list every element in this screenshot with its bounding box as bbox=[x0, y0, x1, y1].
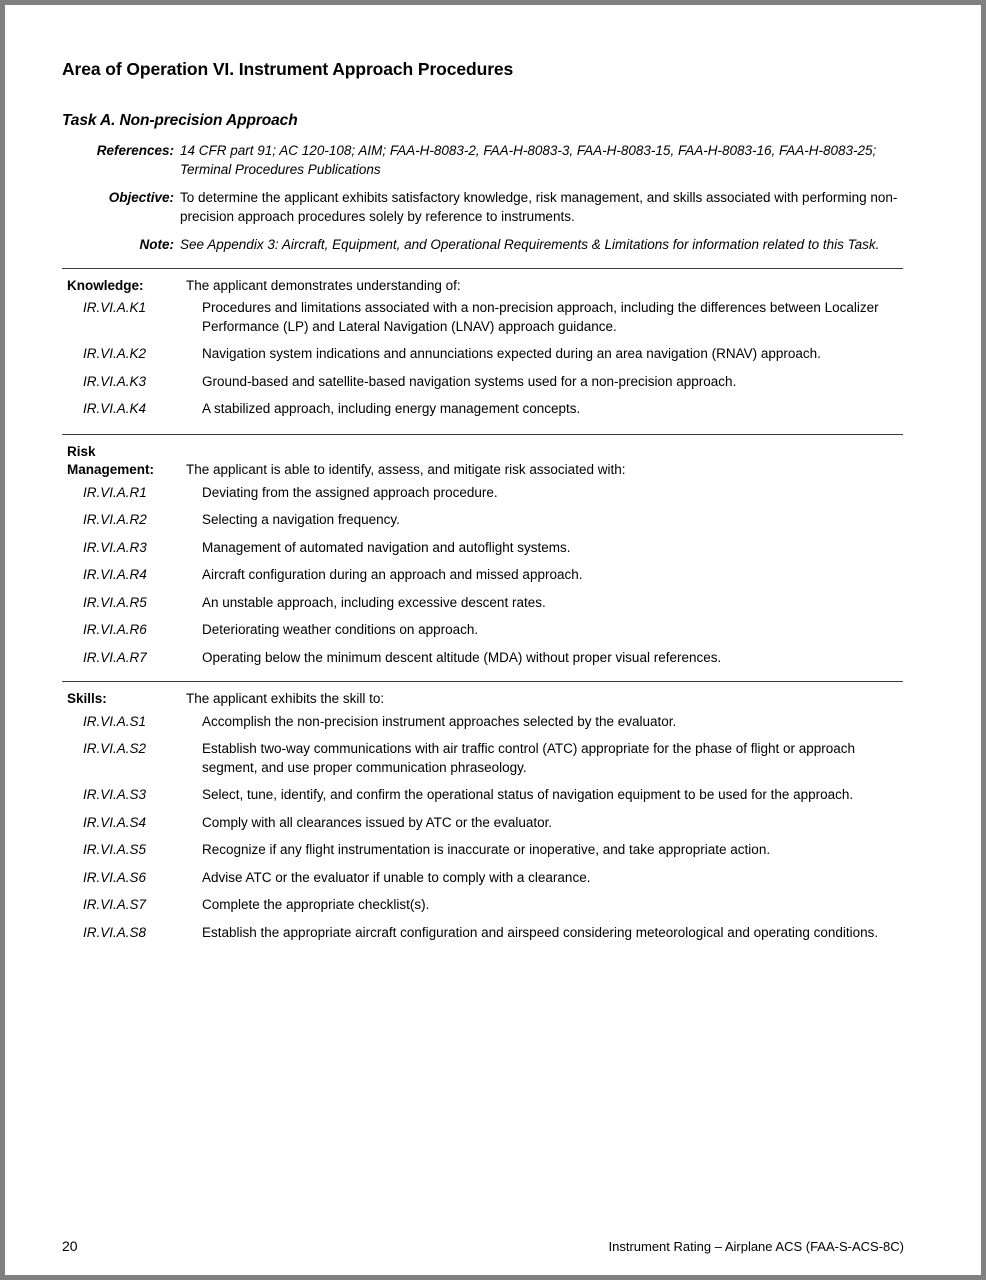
knowledge-header bbox=[62, 277, 905, 296]
note-label: Note: bbox=[139, 237, 174, 252]
risk-management-label-stack bbox=[62, 443, 186, 480]
footer-page-number: 20 bbox=[62, 1238, 78, 1254]
acs-item-row bbox=[62, 539, 905, 558]
acs-item-code: IR.VI.A.S4 bbox=[83, 814, 147, 830]
acs-item-text: Navigation system indications and annunciations expected during an area navigation (RNAV) approach. bbox=[202, 346, 821, 361]
acs-item-text: Selecting a navigation frequency. bbox=[202, 512, 400, 527]
acs-item-row bbox=[62, 896, 905, 915]
acs-item-row bbox=[62, 400, 905, 419]
acs-item-row bbox=[62, 814, 905, 833]
document-page bbox=[5, 5, 981, 1275]
acs-item-row bbox=[62, 373, 905, 392]
acs-item-code: IR.VI.A.R5 bbox=[83, 594, 147, 610]
acs-item-code: IR.VI.A.R3 bbox=[83, 539, 147, 555]
acs-item-row bbox=[62, 713, 905, 732]
objective-row bbox=[62, 189, 905, 226]
risk-management-intro: The applicant is able to identify, assess, and mitigate risk associated with: bbox=[186, 462, 626, 477]
acs-item-text: Deviating from the assigned approach procedure. bbox=[202, 484, 498, 500]
acs-item-code: IR.VI.A.S7 bbox=[83, 897, 147, 912]
page-footer bbox=[62, 1238, 905, 1254]
acs-item-code: IR.VI.A.R6 bbox=[83, 622, 147, 637]
task-title: Task A. Non-precision Approach bbox=[62, 112, 298, 129]
acs-item-code: IR.VI.A.R4 bbox=[83, 567, 147, 582]
acs-item-code: IR.VI.A.S2 bbox=[83, 741, 147, 756]
section-divider-skills bbox=[62, 681, 903, 682]
acs-item-text: Ground-based and satellite-based navigation systems used for a non-precision approach. bbox=[202, 373, 737, 389]
acs-item-text: A stabilized approach, including energy management concepts. bbox=[202, 401, 581, 416]
skills-header bbox=[62, 690, 905, 709]
acs-item-row bbox=[62, 786, 905, 805]
acs-item-text: An unstable approach, including excessive descent rates. bbox=[202, 594, 546, 610]
acs-item-text: Deteriorating weather conditions on approach. bbox=[202, 622, 479, 637]
acs-item-text: Recognize if any flight instrumentation is inaccurate or inoperative, and take appropriate action. bbox=[202, 842, 771, 857]
section-divider-risk-management bbox=[62, 434, 903, 435]
objective-value: To determine the applicant exhibits satisfactory knowledge, risk management, and skills associated with performing non-precision approach procedures solely by reference to instruments. bbox=[180, 190, 898, 224]
acs-item-code: IR.VI.A.R7 bbox=[83, 649, 147, 665]
acs-item-text: Establish two-way communications with air traffic control (ATC) appropriate for the phase of flight or approach segment, and use proper communication phraseology. bbox=[202, 741, 856, 775]
acs-item-row bbox=[62, 484, 905, 503]
acs-item-row bbox=[62, 924, 905, 943]
skills-label: Skills: bbox=[67, 691, 107, 706]
objective-label: Objective: bbox=[108, 190, 174, 205]
references-value: 14 CFR part 91; AC 120-108; AIM; FAA-H-8083-2, FAA-H-8083-3, FAA-H-8083-15, FAA-H-8083-16, FAA-H-8083-25; Terminal Procedures Publications bbox=[180, 143, 877, 177]
risk-management-header bbox=[62, 443, 905, 480]
acs-item-text: Establish the appropriate aircraft configuration and airspeed considering meteorological and operating conditions. bbox=[202, 924, 879, 940]
task-meta-block bbox=[62, 142, 905, 255]
acs-item-row bbox=[62, 869, 905, 888]
acs-item-text: Comply with all clearances issued by ATC or the evaluator. bbox=[202, 814, 553, 830]
acs-item-code: IR.VI.A.K2 bbox=[83, 346, 147, 361]
footer-document-name: Instrument Rating – Airplane ACS (FAA-S-ACS-8C) bbox=[608, 1239, 904, 1254]
knowledge-label: Knowledge: bbox=[67, 277, 144, 293]
page-content bbox=[62, 5, 905, 951]
acs-item-text: Operating below the minimum descent altitude (MDA) without proper visual references. bbox=[202, 649, 722, 665]
acs-item-row bbox=[62, 299, 905, 336]
references-label: References: bbox=[96, 143, 174, 158]
acs-item-text: Select, tune, identify, and confirm the operational status of navigation equipment to be used for the approach. bbox=[202, 787, 854, 802]
acs-item-row bbox=[62, 841, 905, 860]
knowledge-intro: The applicant demonstrates understanding of: bbox=[186, 277, 461, 293]
knowledge-items bbox=[62, 299, 905, 419]
acs-item-row bbox=[62, 594, 905, 613]
skills-items bbox=[62, 713, 905, 943]
acs-item-row bbox=[62, 345, 905, 364]
acs-item-code: IR.VI.A.S6 bbox=[83, 869, 147, 885]
risk-management-items bbox=[62, 484, 905, 668]
acs-item-text: Aircraft configuration during an approach and missed approach. bbox=[202, 567, 583, 582]
acs-item-row bbox=[62, 649, 905, 668]
acs-item-row bbox=[62, 511, 905, 530]
note-value: See Appendix 3: Aircraft, Equipment, and Operational Requirements & Limitations for information related to this Task. bbox=[180, 237, 880, 252]
acs-item-row bbox=[62, 566, 905, 585]
risk-management-label-line2: Management: bbox=[67, 462, 155, 477]
acs-item-code: IR.VI.A.S8 bbox=[83, 924, 147, 940]
acs-item-row bbox=[62, 621, 905, 640]
acs-item-code: IR.VI.A.R1 bbox=[83, 484, 147, 500]
acs-item-code: IR.VI.A.S1 bbox=[83, 713, 147, 729]
acs-item-code: IR.VI.A.K4 bbox=[83, 401, 147, 416]
acs-item-code: IR.VI.A.S3 bbox=[83, 787, 147, 802]
note-row bbox=[62, 236, 905, 255]
acs-item-text: Complete the appropriate checklist(s). bbox=[202, 897, 430, 912]
acs-item-text: Procedures and limitations associated with a non-precision approach, including the differences between Localizer Performance (LP) and Lateral Navigation (LNAV) approach guidance. bbox=[202, 300, 879, 334]
acs-item-code: IR.VI.A.R2 bbox=[83, 512, 147, 527]
acs-item-text: Accomplish the non-precision instrument approaches selected by the evaluator. bbox=[202, 713, 677, 729]
section-divider-knowledge bbox=[62, 268, 903, 269]
acs-item-code: IR.VI.A.K1 bbox=[83, 300, 147, 315]
acs-item-row bbox=[62, 740, 905, 777]
references-row bbox=[62, 142, 905, 179]
acs-item-code: IR.VI.A.S5 bbox=[83, 842, 147, 857]
acs-item-code: IR.VI.A.K3 bbox=[83, 373, 147, 389]
area-of-operation-title: Area of Operation VI. Instrument Approach Procedures bbox=[62, 59, 514, 79]
risk-management-label-line1: Risk bbox=[67, 443, 96, 459]
skills-intro: The applicant exhibits the skill to: bbox=[186, 691, 385, 706]
acs-item-text: Management of automated navigation and autoflight systems. bbox=[202, 539, 571, 555]
acs-item-text: Advise ATC or the evaluator if unable to comply with a clearance. bbox=[202, 869, 591, 885]
